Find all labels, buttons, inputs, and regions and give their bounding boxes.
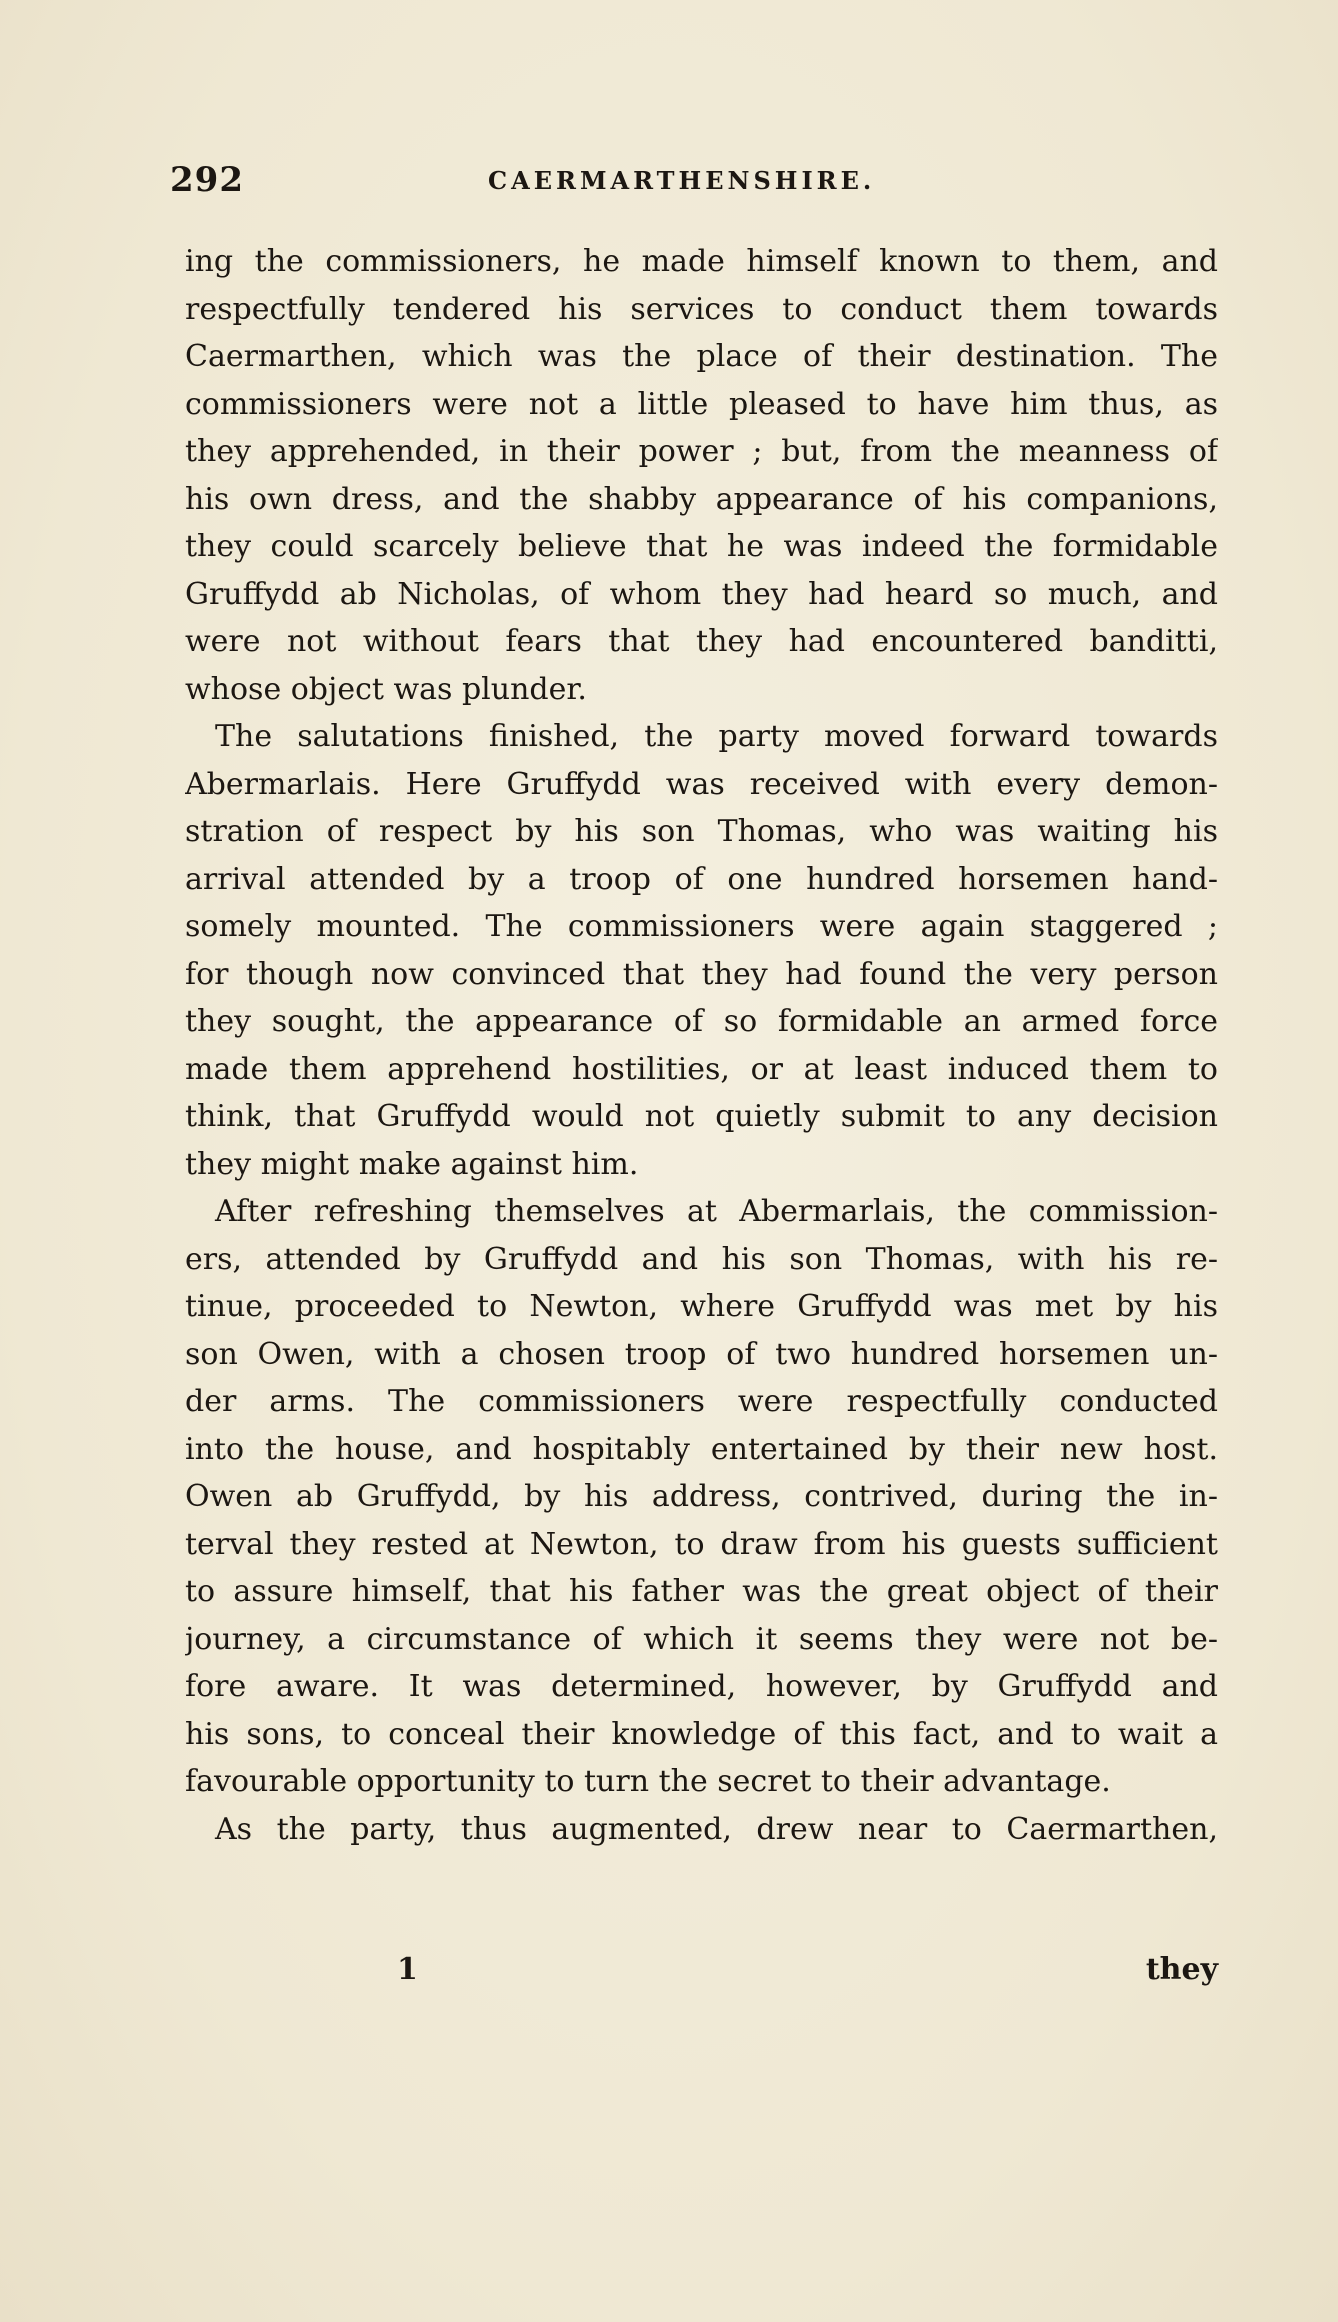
text-line: journey, a circumstance of which it seems they were not be- — [185, 1621, 1218, 1657]
footer-line — [185, 1952, 1218, 2002]
text-line: his sons, to conceal their knowledge of this fact, and to wait a — [185, 1716, 1218, 1752]
signature-mark: 1 — [397, 1952, 418, 1987]
running-head — [170, 160, 1220, 210]
text-line: commissioners were not a little pleased to have him thus, as — [185, 386, 1218, 422]
text-line: they apprehended, in their power ; but, from the meanness of — [185, 434, 1218, 469]
text-line: they could scarcely believe that he was indeed the formidable — [185, 529, 1218, 564]
text-line: The salutations finished, the party moved forward towards — [215, 719, 1218, 754]
text-line: to assure himself, that his father was the great object of their — [185, 1574, 1218, 1609]
text-line: ers, attended by Gruffydd and his son Thomas, with his re- — [185, 1241, 1218, 1277]
text-line: his own dress, and the shabby appearance of his companions, — [185, 481, 1218, 517]
text-line: Owen ab Gruffydd, by his address, contrived, during the in- — [185, 1479, 1218, 1514]
page-number: 292 — [170, 160, 244, 200]
text-line: into the house, and hospitably entertained by their new host. — [185, 1431, 1218, 1467]
text-line: made them apprehend hostilities, or at least induced them to — [185, 1051, 1218, 1087]
text-line: whose object was plunder. — [185, 671, 587, 707]
text-line: son Owen, with a chosen troop of two hundred horsemen un- — [185, 1336, 1218, 1372]
text-line: stration of respect by his son Thomas, who was waiting his — [185, 814, 1218, 849]
text-line: der arms. The commissioners were respectfully conducted — [185, 1384, 1218, 1419]
text-line: somely mounted. The commissioners were again staggered ; — [185, 909, 1218, 944]
text-line: Abermarlais. Here Gruffydd was received with every demon- — [185, 766, 1218, 802]
text-line: they might make against him. — [185, 1146, 639, 1182]
body-text — [185, 238, 1218, 1853]
text-line: terval they rested at Newton, to draw from his guests sufficient — [185, 1526, 1218, 1562]
text-line: think, that Gruffydd would not quietly submit to any decision — [185, 1099, 1218, 1134]
text-line: were not without fears that they had encountered banditti, — [185, 624, 1218, 659]
text-line: they sought, the appearance of so formidable an armed force — [185, 1004, 1218, 1039]
text-line: tinue, proceeded to Newton, where Gruffydd was met by his — [185, 1289, 1218, 1324]
running-title: CAERMARTHENSHIRE. — [488, 166, 876, 195]
text-line: arrival attended by a troop of one hundred horsemen hand- — [185, 861, 1218, 897]
text-line: favourable opportunity to turn the secret to their advantage. — [185, 1764, 1111, 1799]
text-line: fore aware. It was determined, however, by Gruffydd and — [185, 1669, 1218, 1704]
text-line: Caermarthen, which was the place of their destination. The — [185, 339, 1218, 374]
text-line: for though now convinced that they had found the very person — [185, 956, 1218, 992]
catchword: they — [1145, 1952, 1218, 1987]
text-line: As the party, thus augmented, drew near to Caermarthen, — [215, 1811, 1218, 1847]
text-line: Gruffydd ab Nicholas, of whom they had heard so much, and — [185, 576, 1218, 612]
text-line: respectfully tendered his services to conduct them towards — [185, 291, 1218, 327]
text-line: After refreshing themselves at Abermarlais, the commission- — [215, 1194, 1218, 1229]
text-line: ing the commissioners, he made himself known to them, and — [185, 244, 1218, 279]
